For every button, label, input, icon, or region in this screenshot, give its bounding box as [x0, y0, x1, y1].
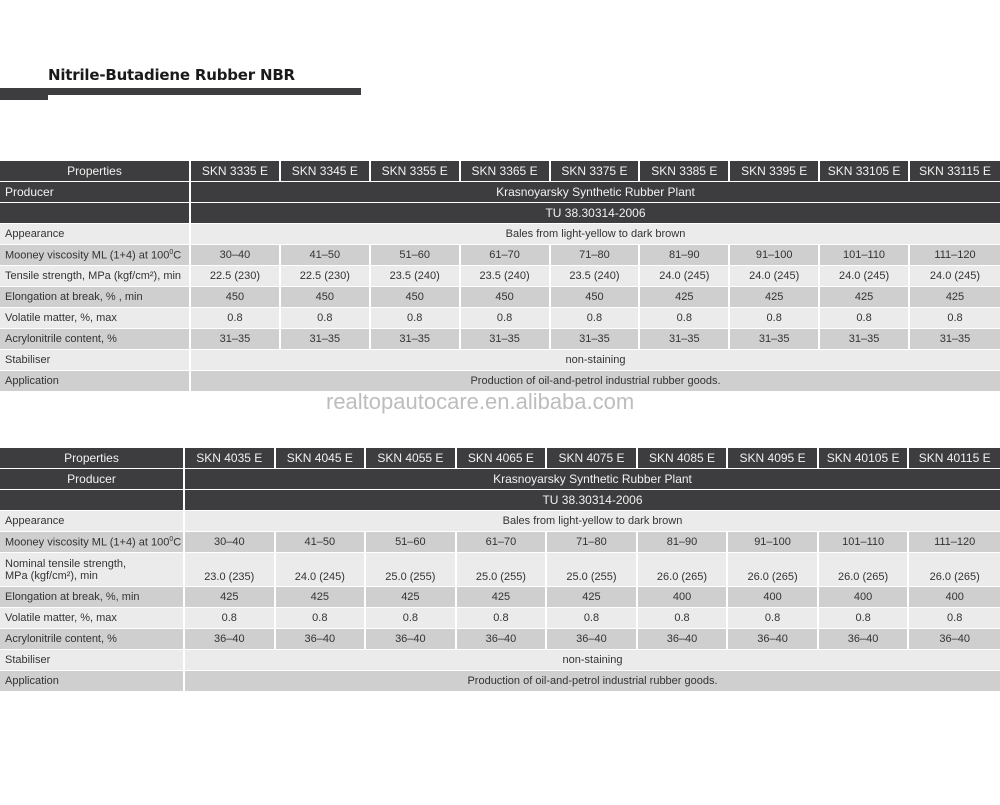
table-cell: 0.8: [638, 608, 729, 629]
table-cell: 0.8: [640, 308, 730, 329]
table-cell: 81–90: [638, 532, 729, 553]
table-cell: 31–35: [371, 329, 461, 350]
grade-header: SKN 4055 E: [366, 448, 457, 469]
tensile-label: [0, 553, 185, 587]
table-cell: 425: [730, 287, 820, 308]
appearance-label: Appearance: [0, 224, 191, 245]
table-cell: 61–70: [461, 245, 551, 266]
table-cell: 425: [366, 587, 457, 608]
table-cell: 0.8: [909, 608, 1000, 629]
table-cell: 450: [281, 287, 371, 308]
table-cell: 31–35: [910, 329, 1000, 350]
table-cell: 23.5 (240): [371, 266, 461, 287]
mooney-row: [0, 532, 1000, 553]
appearance-label: Appearance: [0, 511, 185, 532]
stabiliser-value: non-staining: [185, 650, 1000, 671]
table-cell: 23.5 (240): [551, 266, 641, 287]
grade-header: SKN 33105 E: [820, 161, 910, 182]
grade-header: SKN 3365 E: [461, 161, 551, 182]
table-cell: 23.5 (240): [461, 266, 551, 287]
application-label: Application: [0, 671, 185, 692]
table-cell: 425: [185, 587, 276, 608]
table-cell: 31–35: [191, 329, 281, 350]
grade-header: SKN 40115 E: [909, 448, 1000, 469]
volatile-label: Volatile matter, %, max: [0, 608, 185, 629]
volatile-row: [0, 308, 1000, 329]
table-cell: 30–40: [191, 245, 281, 266]
stabiliser-label: Stabiliser: [0, 350, 191, 371]
table-cell: 400: [819, 587, 910, 608]
standard-value: TU 38.30314-2006: [185, 490, 1000, 511]
table-cell: 0.8: [191, 308, 281, 329]
elongation-label: Elongation at break, % , min: [0, 287, 191, 308]
table-cell: 31–35: [730, 329, 820, 350]
stabiliser-value: non-staining: [191, 350, 1000, 371]
grade-header: SKN 4095 E: [728, 448, 819, 469]
grade-header: SKN 4085 E: [638, 448, 729, 469]
elongation-label: Elongation at break, %, min: [0, 587, 185, 608]
acrylonitrile-label: Acrylonitrile content, %: [0, 629, 185, 650]
nbr-40-series-table: [0, 448, 1000, 692]
table-cell: 400: [909, 587, 1000, 608]
volatile-label: Volatile matter, %, max: [0, 308, 191, 329]
table-cell: 31–35: [640, 329, 730, 350]
table-cell: 71–80: [551, 245, 641, 266]
standard-value: TU 38.30314-2006: [191, 203, 1000, 224]
properties-header: Properties: [0, 161, 191, 182]
producer-value: Krasnoyarsky Synthetic Rubber Plant: [185, 469, 1000, 490]
table-cell: 25.0 (255): [366, 553, 457, 587]
table-cell: 31–35: [281, 329, 371, 350]
application-label: Application: [0, 371, 191, 392]
producer-value: Krasnoyarsky Synthetic Rubber Plant: [191, 182, 1000, 203]
mooney-label: Mooney viscosity ML (1+4) at $100^0C$: [0, 245, 191, 266]
table-cell: 36–40: [366, 629, 457, 650]
table-cell: 51–60: [371, 245, 461, 266]
table-cell: 425: [910, 287, 1000, 308]
nbr-33-series-table: [0, 161, 1000, 392]
table-cell: 24.0 (245): [730, 266, 820, 287]
table-cell: 51–60: [366, 532, 457, 553]
grade-header: SKN 40105 E: [819, 448, 910, 469]
grade-header: SKN 33115 E: [910, 161, 1000, 182]
table-cell: 0.8: [281, 308, 371, 329]
appearance-row: [0, 511, 1000, 532]
table-cell: 450: [191, 287, 281, 308]
watermark-text: realtopautocare.en.alibaba.com: [326, 389, 635, 414]
table-cell: 36–40: [819, 629, 910, 650]
table-cell: 31–35: [461, 329, 551, 350]
appearance-value: Bales from light-yellow to dark brown: [191, 224, 1000, 245]
table-cell: 36–40: [638, 629, 729, 650]
table-cell: 450: [551, 287, 641, 308]
table-cell: 0.8: [547, 608, 638, 629]
table-cell: 36–40: [276, 629, 367, 650]
table-cell: 91–100: [728, 532, 819, 553]
table-cell: 71–80: [547, 532, 638, 553]
table-cell: 450: [461, 287, 551, 308]
table-cell: 36–40: [185, 629, 276, 650]
table-cell: 425: [547, 587, 638, 608]
table-cell: 22.5 (230): [281, 266, 371, 287]
table-cell: 425: [820, 287, 910, 308]
table-cell: 400: [728, 587, 819, 608]
title-underline-bar: [0, 88, 361, 95]
table-cell: 31–35: [820, 329, 910, 350]
grade-header: SKN 3375 E: [551, 161, 641, 182]
table-header-row: [0, 161, 1000, 182]
table-cell: 425: [276, 587, 367, 608]
table-cell: 24.0 (245): [640, 266, 730, 287]
stabiliser-row: [0, 350, 1000, 371]
producer-label: Producer: [0, 469, 185, 490]
table-cell: 0.8: [276, 608, 367, 629]
appearance-row: [0, 224, 1000, 245]
table-cell: 101–110: [819, 532, 910, 553]
table-cell: 111–120: [909, 532, 1000, 553]
table-cell: 24.0 (245): [276, 553, 367, 587]
table-cell: 0.8: [461, 308, 551, 329]
acrylonitrile-label: Acrylonitrile content, %: [0, 329, 191, 350]
producer-label: Producer: [0, 182, 191, 203]
table-cell: 41–50: [276, 532, 367, 553]
tensile-row: [0, 266, 1000, 287]
table-cell: 30–40: [185, 532, 276, 553]
application-value: Production of oil-and-petrol industrial rubber goods.: [185, 671, 1000, 692]
tensile-label: Tensile strength, MPa (kgf/cm²), min: [0, 266, 191, 287]
table-cell: 41–50: [281, 245, 371, 266]
table-cell: 0.8: [457, 608, 548, 629]
application-row: [0, 671, 1000, 692]
table-cell: 101–110: [820, 245, 910, 266]
table-cell: 111–120: [910, 245, 1000, 266]
grade-header: SKN 3345 E: [281, 161, 371, 182]
table-cell: 36–40: [457, 629, 548, 650]
mooney-row: [0, 245, 1000, 266]
table-cell: 24.0 (245): [820, 266, 910, 287]
acrylonitrile-row: [0, 329, 1000, 350]
table-cell: 0.8: [820, 308, 910, 329]
acrylonitrile-row: [0, 629, 1000, 650]
appearance-value: Bales from light-yellow to dark brown: [185, 511, 1000, 532]
application-value: Production of oil-and-petrol industrial rubber goods.: [191, 371, 1000, 392]
table-cell: 26.0 (265): [638, 553, 729, 587]
table-cell: 81–90: [640, 245, 730, 266]
table-cell: 400: [638, 587, 729, 608]
table-cell: 25.0 (255): [547, 553, 638, 587]
grade-header: SKN 3395 E: [730, 161, 820, 182]
table-cell: 0.8: [371, 308, 461, 329]
stabiliser-label: Stabiliser: [0, 650, 185, 671]
standard-label: [0, 203, 191, 224]
grade-header: SKN 4075 E: [547, 448, 638, 469]
table-cell: 91–100: [730, 245, 820, 266]
table-cell: 25.0 (255): [457, 553, 548, 587]
table-cell: 26.0 (265): [909, 553, 1000, 587]
table-cell: 22.5 (230): [191, 266, 281, 287]
table-cell: 425: [457, 587, 548, 608]
elongation-row: [0, 587, 1000, 608]
grade-header: SKN 3335 E: [191, 161, 281, 182]
table-cell: 0.8: [185, 608, 276, 629]
standard-row: [0, 203, 1000, 224]
grade-header: SKN 4065 E: [457, 448, 548, 469]
table-header-row: [0, 448, 1000, 469]
volatile-row: [0, 608, 1000, 629]
table-cell: 24.0 (245): [910, 266, 1000, 287]
table-cell: 26.0 (265): [819, 553, 910, 587]
table-cell: 0.8: [819, 608, 910, 629]
tensile-row: [0, 553, 1000, 587]
producer-row: [0, 469, 1000, 490]
table-cell: 450: [371, 287, 461, 308]
table-cell: 23.0 (235): [185, 553, 276, 587]
table-cell: 36–40: [909, 629, 1000, 650]
table-cell: 425: [640, 287, 730, 308]
title-underline-tab: [0, 95, 48, 100]
grade-header: SKN 4045 E: [276, 448, 367, 469]
table-cell: 31–35: [551, 329, 641, 350]
table-cell: 36–40: [728, 629, 819, 650]
table-cell: 0.8: [910, 308, 1000, 329]
tensile-label-line1: Nominal tensile strength,: [5, 557, 127, 570]
stabiliser-row: [0, 650, 1000, 671]
grade-header: SKN 3355 E: [371, 161, 461, 182]
elongation-row: [0, 287, 1000, 308]
properties-header: Properties: [0, 448, 185, 469]
table-cell: 0.8: [366, 608, 457, 629]
page-title: Nitrile-Butadiene Rubber NBR: [48, 66, 295, 84]
table-cell: 36–40: [547, 629, 638, 650]
table-cell: 61–70: [457, 532, 548, 553]
table-cell: 0.8: [551, 308, 641, 329]
mooney-label: Mooney viscosity ML (1+4) at $100^0C$: [0, 532, 185, 553]
grade-header: SKN 3385 E: [640, 161, 730, 182]
standard-label: [0, 490, 185, 511]
table-cell: 26.0 (265): [728, 553, 819, 587]
table-cell: 0.8: [730, 308, 820, 329]
grade-header: SKN 4035 E: [185, 448, 276, 469]
standard-row: [0, 490, 1000, 511]
table-cell: 0.8: [728, 608, 819, 629]
tensile-label-line2: MPa (kgf/cm²), min: [5, 569, 98, 582]
producer-row: [0, 182, 1000, 203]
